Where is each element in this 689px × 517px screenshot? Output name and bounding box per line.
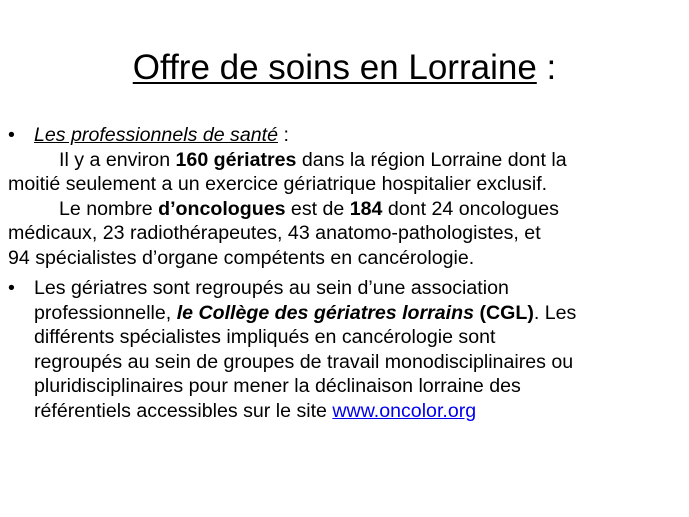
text-run: Il y a environ — [59, 148, 176, 171]
cgl-line-2 — [34, 301, 688, 326]
heading-suffix: : — [278, 124, 289, 146]
paragraph-oncologues-line-1 — [34, 197, 688, 222]
paragraph-oncologues-line-2: médicaux, 23 radiothérapeutes, 43 anatomo-pathologistes, et — [8, 222, 541, 244]
bullet-item-professionnels — [8, 123, 688, 270]
bold-cgl: (CGL) — [479, 301, 534, 324]
cgl-line-6 — [34, 399, 688, 424]
bold-oncologues: d’oncologues — [158, 197, 286, 220]
bullet-marker: • — [8, 277, 15, 299]
paragraph-geriatres-line-2: moitié seulement a un exercice gériatrique hospitalier exclusif. — [8, 173, 548, 195]
paragraph-geriatres-line-1 — [34, 148, 688, 173]
slide-body — [8, 123, 688, 423]
text-run: référentiels accessibles sur le site — [34, 399, 333, 422]
bold-geriatres-count: 160 gériatres — [175, 148, 297, 171]
slide-title — [0, 46, 689, 90]
cgl-line-5: pluridisciplinaires pour mener la déclinaison lorraine des — [34, 375, 521, 397]
bullet-heading — [34, 123, 688, 148]
text-run: dont 24 oncologues — [382, 197, 559, 220]
heading-text: Les professionnels de santé — [34, 124, 278, 146]
bullet-marker: • — [8, 124, 15, 146]
text-run: Le nombre — [59, 197, 159, 220]
bold-oncologues-count: 184 — [349, 197, 383, 220]
paragraph-oncologues-line-3: 94 spécialistes d’organe compétents en cancérologie. — [8, 246, 475, 269]
oncolor-link[interactable]: www.oncolor.org — [332, 399, 477, 422]
text-run: est de — [285, 197, 350, 220]
text-run: dans la région Lorraine dont la — [296, 148, 567, 171]
text-run: professionnelle, — [34, 301, 177, 324]
cgl-line-1: Les gériatres sont regroupés au sein d’une association — [34, 277, 509, 299]
bold-italic-college: le Collège des gériatres lorrains — [176, 301, 474, 324]
cgl-line-3: différents spécialistes impliqués en cancérologie sont — [34, 326, 496, 348]
text-run: . Les — [533, 301, 577, 324]
bullet-item-cgl — [8, 276, 688, 423]
slide-title-suffix: : — [536, 48, 557, 87]
cgl-line-4: regroupés au sein de groupes de travail monodisciplinaires ou — [34, 350, 574, 373]
slide-title-text: Offre de soins en Lorraine — [132, 48, 537, 87]
